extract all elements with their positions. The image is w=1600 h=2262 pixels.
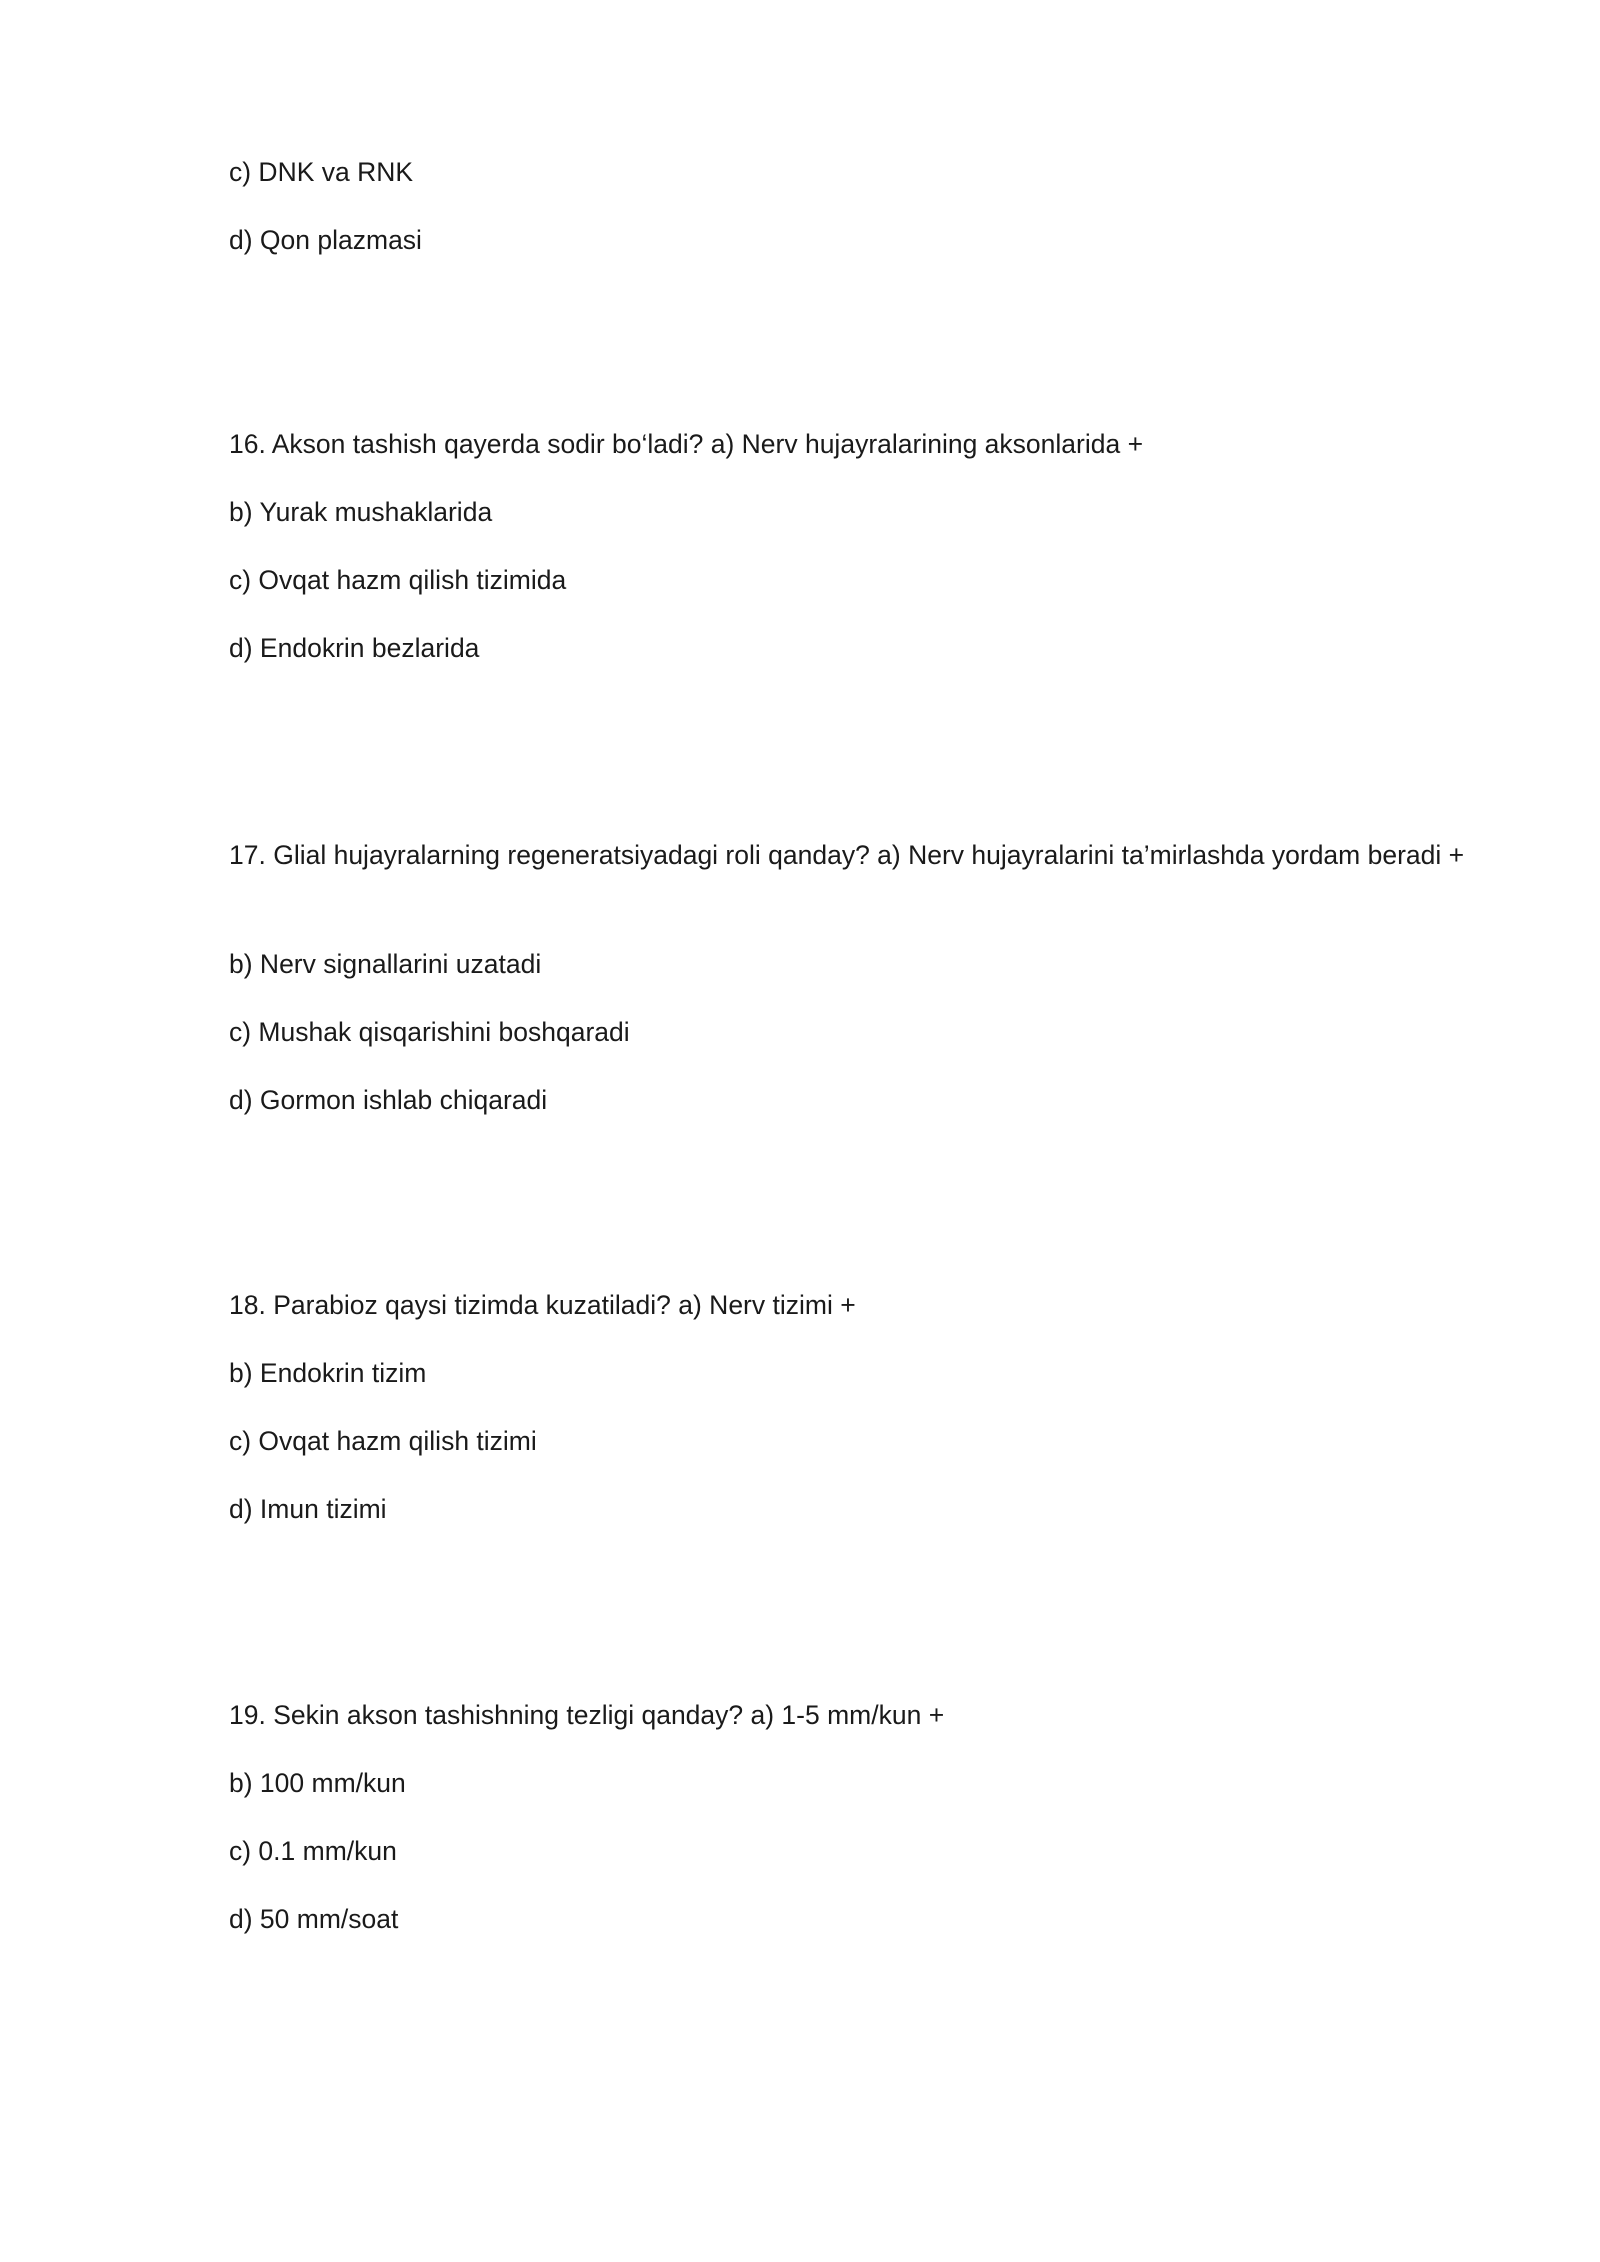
q18-option-d: d) Imun tizimi	[229, 1494, 387, 1524]
q16-option-d: d) Endokrin bezlarida	[229, 633, 480, 663]
q19-question: 19. Sekin akson tashishning tezligi qanday? a) 1-5 mm/kun +	[229, 1700, 945, 1730]
q18-option-b: b) Endokrin tizim	[229, 1358, 427, 1388]
q16-option-b: b) Yurak mushaklarida	[229, 497, 493, 527]
q18-question: 18. Parabioz qaysi tizimda kuzatiladi? a) Nerv tizimi +	[229, 1290, 856, 1320]
q19-option-b: b) 100 mm/kun	[229, 1768, 406, 1798]
q19-option-c: c) 0.1 mm/kun	[229, 1836, 397, 1866]
q19-option-d: d) 50 mm/soat	[229, 1904, 399, 1934]
q15-option-d: d) Qon plazmasi	[229, 225, 422, 255]
q16-option-c: c) Ovqat hazm qilish tizimida	[229, 565, 567, 595]
q17-question: 17. Glial hujayralarning regeneratsiyadagi roli qanday? a) Nerv hujayralarini ta’mirlashda yordam beradi +	[229, 840, 1465, 870]
q17-option-d: d) Gormon ishlab chiqaradi	[229, 1085, 548, 1115]
q16-question: 16. Akson tashish qayerda sodir bo‘ladi? a) Nerv hujayralarining aksonlarida +	[229, 429, 1144, 459]
q17-option-b: b) Nerv signallarini uzatadi	[229, 949, 542, 979]
q18-option-c: c) Ovqat hazm qilish tizimi	[229, 1426, 537, 1456]
q15-option-c: c) DNK va RNK	[229, 157, 414, 187]
q17-option-c: c) Mushak qisqarishini boshqaradi	[229, 1017, 630, 1047]
